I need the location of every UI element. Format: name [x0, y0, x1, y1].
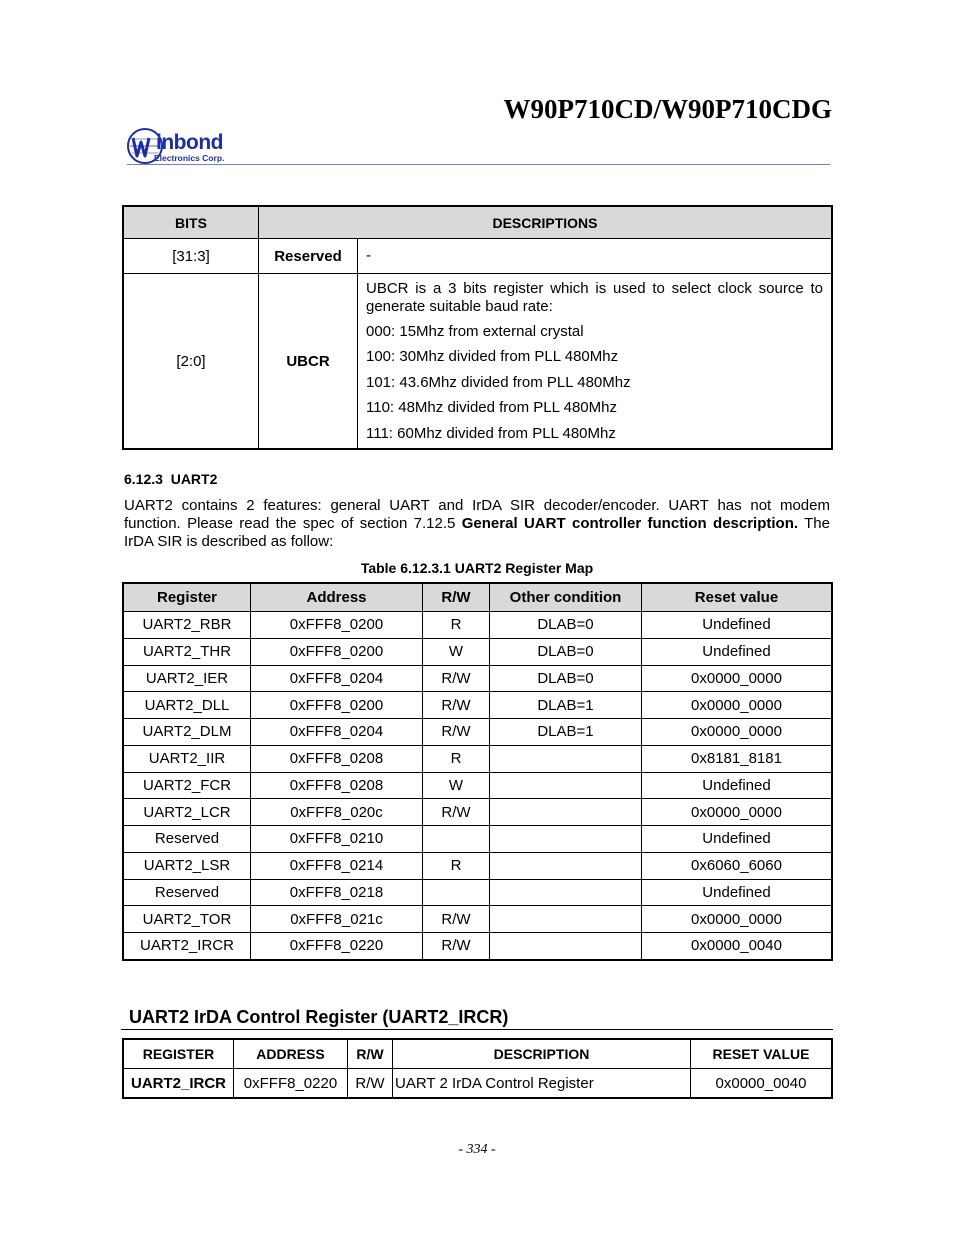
address-cell: 0xFFF8_0220: [251, 933, 423, 960]
header-reset-value: Reset value: [642, 584, 832, 612]
table-row: [124, 274, 832, 449]
address-cell: 0xFFF8_0214: [251, 852, 423, 879]
other-condition-cell: [490, 826, 642, 853]
rw-cell: R/W: [423, 799, 490, 826]
reset-value-cell: 0x0000_0000: [642, 719, 832, 746]
description-line: 111: 60Mhz divided from PLL 480Mhz: [366, 424, 616, 442]
table-row: [124, 745, 832, 772]
reset-value-cell: 0x0000_0040: [642, 933, 832, 960]
address-cell: 0xFFF8_0200: [251, 638, 423, 665]
table-header-row: [124, 207, 832, 239]
other-condition-cell: [490, 906, 642, 933]
description-cell: [358, 239, 832, 274]
address-cell: 0xFFF8_021c: [251, 906, 423, 933]
address-cell: 0xFFF8_020c: [251, 799, 423, 826]
reset-value-cell: Undefined: [642, 772, 832, 799]
reset-value-cell: Undefined: [642, 879, 832, 906]
header-register: Register: [124, 584, 251, 612]
reset-value-cell: Undefined: [642, 612, 832, 639]
header-rule: [127, 164, 830, 165]
register-cell: UART2_FCR: [124, 772, 251, 799]
register-cell: UART2_RBR: [124, 612, 251, 639]
address-cell: 0xFFF8_0200: [251, 692, 423, 719]
table-header-row: [124, 1040, 832, 1069]
document-title: W90P710CD/W90P710CDG: [503, 94, 832, 124]
description-line: UBCR is a 3 bits register which is used to select clock source to generate suitable baud rate:: [366, 279, 823, 315]
table-header-row: [124, 584, 832, 612]
bits-cell: [2:0]: [124, 274, 259, 449]
address-cell: 0xFFF8_0208: [251, 772, 423, 799]
rw-cell: R/W: [423, 906, 490, 933]
reset-value-cell: 0x0000_0000: [642, 906, 832, 933]
register-map-rows: [124, 612, 832, 960]
header-bits: BITS: [124, 207, 259, 239]
address-cell: 0xFFF8_0220: [234, 1069, 348, 1098]
header-other-condition: Other condition: [490, 584, 642, 612]
field-name-cell: Reserved: [259, 239, 358, 274]
reset-value-cell: 0x8181_8181: [642, 745, 832, 772]
reset-value-cell: 0x0000_0040: [691, 1069, 832, 1098]
bits-table: [123, 206, 832, 449]
register-cell: UART2_DLL: [124, 692, 251, 719]
register-cell: UART2_IIR: [124, 745, 251, 772]
rw-cell: R: [423, 745, 490, 772]
table-row: [124, 665, 832, 692]
reset-value-cell: 0x6060_6060: [642, 852, 832, 879]
reset-value-cell: 0x0000_0000: [642, 665, 832, 692]
table-row: [124, 612, 832, 639]
register-heading: UART2 IrDA Control Register (UART2_IRCR): [129, 1007, 509, 1027]
other-condition-cell: DLAB=0: [490, 638, 642, 665]
other-condition-cell: [490, 772, 642, 799]
register-cell: UART2_IRCR: [124, 933, 251, 960]
rw-cell: [423, 879, 490, 906]
header-rw: R/W: [348, 1040, 393, 1069]
register-name-cell: UART2_IRCR: [124, 1069, 234, 1098]
register-summary-table: [123, 1039, 832, 1098]
description-cell: UART 2 IrDA Control Register: [393, 1069, 691, 1098]
header-reset-value: RESET VALUE: [691, 1040, 832, 1069]
address-cell: 0xFFF8_0218: [251, 879, 423, 906]
paragraph-bold-text: General UART controller function description.: [461, 515, 799, 532]
table-row: [124, 826, 832, 853]
other-condition-cell: [490, 799, 642, 826]
paragraph-text: The IrDA SIR is described as follow:: [124, 515, 830, 550]
description-cell: [358, 274, 832, 449]
rw-cell: R/W: [423, 719, 490, 746]
other-condition-cell: [490, 933, 642, 960]
other-condition-cell: DLAB=0: [490, 612, 642, 639]
header-rw: R/W: [423, 584, 490, 612]
register-cell: UART2_TOR: [124, 906, 251, 933]
reset-value-cell: Undefined: [642, 638, 832, 665]
register-cell: Reserved: [124, 826, 251, 853]
register-cell: UART2_LCR: [124, 799, 251, 826]
section-heading: 6.12.3 UART2: [124, 471, 218, 487]
reset-value-cell: 0x0000_0000: [642, 692, 832, 719]
description-line: 101: 43.6Mhz divided from PLL 480Mhz: [366, 373, 631, 391]
paragraph-text: UART2 contains 2 features: general UART and IrDA SIR decoder/encoder. UART has not modem function. Please read the spec of section 7.12.5: [124, 497, 830, 532]
register-cell: Reserved: [124, 879, 251, 906]
table-caption: Table 6.12.3.1 UART2 Register Map: [360, 560, 594, 576]
table-row: [124, 239, 832, 274]
table-row: [124, 799, 832, 826]
table-row: [124, 719, 832, 746]
register-cell: UART2_LSR: [124, 852, 251, 879]
rw-cell: R/W: [423, 665, 490, 692]
address-cell: 0xFFF8_0204: [251, 665, 423, 692]
reset-value-cell: 0x0000_0000: [642, 799, 832, 826]
rw-cell: W: [423, 772, 490, 799]
address-cell: 0xFFF8_0204: [251, 719, 423, 746]
other-condition-cell: DLAB=1: [490, 692, 642, 719]
table-row: [124, 638, 832, 665]
table-row: [124, 692, 832, 719]
register-cell: UART2_IER: [124, 665, 251, 692]
table-row: [124, 852, 832, 879]
description-line: 000: 15Mhz from external crystal: [366, 322, 584, 340]
rw-cell: R/W: [348, 1069, 393, 1098]
register-map-table: [123, 583, 832, 960]
page-number: - 334 -: [458, 1142, 496, 1157]
logo-wordmark: inbond: [156, 131, 223, 154]
description-line: -: [366, 247, 371, 264]
header-register: REGISTER: [124, 1040, 234, 1069]
rw-cell: [423, 826, 490, 853]
other-condition-cell: [490, 745, 642, 772]
header-address: ADDRESS: [234, 1040, 348, 1069]
logo-subtitle: Electronics Corp.: [154, 153, 225, 163]
address-cell: 0xFFF8_0210: [251, 826, 423, 853]
bits-cell: [31:3]: [124, 239, 259, 274]
table-row: [124, 906, 832, 933]
register-cell: UART2_DLM: [124, 719, 251, 746]
reset-value-cell: Undefined: [642, 826, 832, 853]
rw-cell: R: [423, 852, 490, 879]
address-cell: 0xFFF8_0208: [251, 745, 423, 772]
header-address: Address: [251, 584, 423, 612]
section-paragraph: [124, 497, 830, 551]
table-row: [124, 772, 832, 799]
table-row: [124, 879, 832, 906]
description-line: 110: 48Mhz divided from PLL 480Mhz: [366, 399, 617, 416]
field-name-cell: UBCR: [259, 274, 358, 449]
address-cell: 0xFFF8_0200: [251, 612, 423, 639]
rw-cell: R: [423, 612, 490, 639]
other-condition-cell: DLAB=1: [490, 719, 642, 746]
rw-cell: R/W: [423, 692, 490, 719]
rw-cell: R/W: [423, 933, 490, 960]
table-row: [124, 1069, 832, 1098]
header-description: DESCRIPTION: [393, 1040, 691, 1069]
header-descriptions: DESCRIPTIONS: [259, 207, 832, 239]
register-cell: UART2_THR: [124, 638, 251, 665]
rw-cell: W: [423, 638, 490, 665]
table-row: [124, 933, 832, 960]
other-condition-cell: [490, 879, 642, 906]
other-condition-cell: DLAB=0: [490, 665, 642, 692]
heading-rule: [121, 1029, 833, 1030]
description-line: 100: 30Mhz divided from PLL 480Mhz: [366, 348, 619, 365]
other-condition-cell: [490, 852, 642, 879]
